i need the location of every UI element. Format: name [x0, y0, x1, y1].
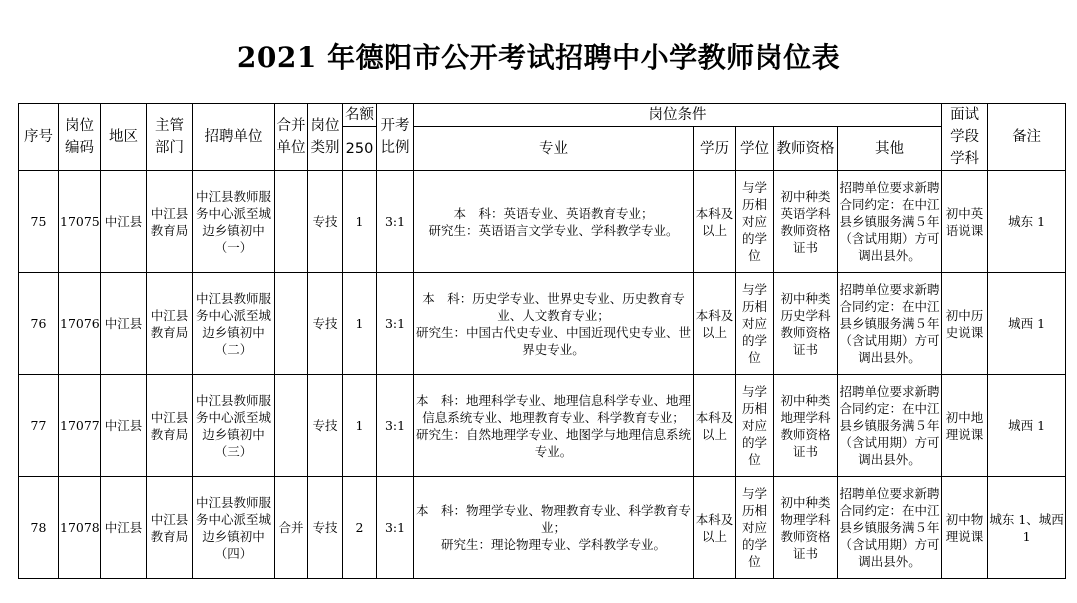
interview-text: 初中物理说课 [945, 511, 984, 544]
cell-code: 17078 [59, 477, 101, 579]
cell-type: 专技 [308, 477, 343, 579]
header-quota-total: 250 [343, 127, 377, 171]
cell-code: 17075 [59, 171, 101, 273]
cell-ratio: 3:1 [377, 375, 414, 477]
cell-unit [193, 375, 275, 477]
cell-type: 专技 [308, 375, 343, 477]
major-undergrad: 本 科：物理学专业、物理教育专业、科学教育专业； [415, 503, 691, 535]
cell-major [414, 273, 694, 375]
cell-interview [942, 171, 988, 273]
dept-text: 中江县教育局 [150, 409, 189, 442]
notes-text: 城东 1、城西 1 [989, 511, 1064, 544]
major-undergrad: 本 科：英语专业、英语教育专业； [453, 205, 654, 221]
cell-dept [147, 477, 193, 579]
cell-cert [774, 375, 838, 477]
cell-code: 17077 [59, 375, 101, 477]
table-row [19, 273, 1066, 375]
degree-text: 与学历相对应的学位 [741, 180, 767, 263]
cell-unit [193, 477, 275, 579]
degree-text: 与学历相对应的学位 [741, 384, 767, 467]
education-text: 本科及以上 [695, 409, 734, 442]
header-notes: 备注 [988, 104, 1066, 171]
cell-unit [193, 171, 275, 273]
header-conditions: 岗位条件 [414, 104, 942, 127]
cell-interview [942, 273, 988, 375]
unit-text: 中江县教师服务中心派至城边乡镇初中（四） [195, 494, 271, 561]
cell-notes [988, 477, 1066, 579]
header-other: 其他 [838, 127, 942, 171]
header-post-code: 岗位编码 [59, 104, 101, 171]
cell-education [694, 171, 736, 273]
cell-dept [147, 273, 193, 375]
major-grad: 研究生：自然地理学专业、地图学与地理信息系统专业。 [415, 426, 691, 459]
cell-seq: 75 [19, 171, 59, 273]
cell-dept [147, 171, 193, 273]
cell-degree [736, 273, 774, 375]
unit-text: 中江县教师服务中心派至城边乡镇初中（一） [195, 188, 271, 255]
cell-major [414, 477, 694, 579]
cell-cert [774, 273, 838, 375]
table-row [19, 477, 1066, 579]
notes-text: 城西 1 [1008, 316, 1046, 331]
cell-other [838, 273, 942, 375]
cell-interview [942, 477, 988, 579]
cell-ratio: 3:1 [377, 477, 414, 579]
cell-merge [275, 171, 308, 273]
cert-text: 初中种类英语学科教师资格证书 [780, 188, 831, 255]
cell-major [414, 375, 694, 477]
cell-quota: 1 [343, 171, 377, 273]
header-major: 专业 [414, 127, 694, 171]
cell-seq: 76 [19, 273, 59, 375]
cell-unit [193, 273, 275, 375]
cell-merge: 合并 [275, 477, 308, 579]
cell-degree [736, 375, 774, 477]
header-degree: 学位 [736, 127, 774, 171]
other-text: 招聘单位要求新聘合同约定：在中江县乡镇服务满５年（含试用期）方可调出县外。 [839, 486, 940, 569]
degree-text: 与学历相对应的学位 [741, 282, 767, 365]
dept-text: 中江县教育局 [150, 307, 189, 340]
header-post-type: 岗位类别 [308, 104, 343, 171]
header-merge-unit: 合并单位 [275, 104, 308, 171]
cell-ratio: 3:1 [377, 273, 414, 375]
cell-notes [988, 273, 1066, 375]
recruitment-table [18, 103, 1066, 579]
interview-text: 初中地理说课 [945, 409, 984, 442]
cell-other [838, 171, 942, 273]
header-seq: 序号 [19, 104, 59, 171]
cell-education [694, 273, 736, 375]
header-ratio: 开考比例 [377, 104, 414, 171]
cell-type: 专技 [308, 273, 343, 375]
cell-quota: 1 [343, 375, 377, 477]
other-text: 招聘单位要求新聘合同约定：在中江县乡镇服务满５年（含试用期）方可调出县外。 [839, 384, 940, 467]
table-body [19, 171, 1066, 579]
cell-seq: 77 [19, 375, 59, 477]
other-text: 招聘单位要求新聘合同约定：在中江县乡镇服务满５年（含试用期）方可调出县外。 [839, 282, 940, 365]
education-text: 本科及以上 [695, 307, 734, 340]
interview-text: 初中历史说课 [945, 307, 984, 340]
education-text: 本科及以上 [695, 511, 734, 544]
cell-region: 中江县 [101, 375, 147, 477]
cell-quota: 2 [343, 477, 377, 579]
cell-education [694, 375, 736, 477]
cell-dept [147, 375, 193, 477]
notes-text: 城东 1 [1008, 214, 1046, 229]
cell-merge [275, 375, 308, 477]
cell-region: 中江县 [101, 171, 147, 273]
cell-seq: 78 [19, 477, 59, 579]
header-education: 学历 [694, 127, 736, 171]
cell-region: 中江县 [101, 477, 147, 579]
dept-text: 中江县教育局 [150, 205, 189, 238]
cell-other [838, 477, 942, 579]
unit-text: 中江县教师服务中心派至城边乡镇初中（二） [195, 290, 271, 357]
major-undergrad: 本 科：历史学专业、世界史专业、历史教育专业、人文教育专业； [422, 290, 685, 323]
cell-other [838, 375, 942, 477]
cell-cert [774, 171, 838, 273]
table-row [19, 171, 1066, 273]
education-text: 本科及以上 [695, 205, 734, 238]
cell-education [694, 477, 736, 579]
other-text: 招聘单位要求新聘合同约定：在中江县乡镇服务满５年（含试用期）方可调出县外。 [839, 180, 940, 263]
cert-text: 初中种类物理学科教师资格证书 [780, 494, 831, 561]
interview-text: 初中英语说课 [945, 205, 984, 238]
cell-region: 中江县 [101, 273, 147, 375]
header-quota-label: 名额 [343, 104, 377, 127]
header-teacher-cert: 教师资格 [774, 127, 838, 171]
header-dept: 主管部门 [147, 104, 193, 171]
cell-interview [942, 375, 988, 477]
table-row [19, 375, 1066, 477]
cell-ratio: 3:1 [377, 171, 414, 273]
page-title: 2021 年德阳市公开考试招聘中小学教师岗位表 [236, 41, 841, 74]
cell-merge [275, 273, 308, 375]
major-grad: 研究生：中国古代史专业、中国近现代史专业、世界史专业。 [415, 324, 691, 357]
notes-text: 城西 1 [1008, 418, 1046, 433]
header-unit: 招聘单位 [193, 104, 275, 171]
cell-notes [988, 171, 1066, 273]
cell-degree [736, 477, 774, 579]
cell-code: 17076 [59, 273, 101, 375]
major-grad: 研究生：理论物理专业、学科教学专业。 [440, 537, 666, 552]
cell-major [414, 171, 694, 273]
header-interview-subject: 面试学段学科 [942, 104, 988, 171]
cell-quota: 1 [343, 273, 377, 375]
cert-text: 初中种类地理学科教师资格证书 [780, 392, 831, 459]
unit-text: 中江县教师服务中心派至城边乡镇初中（三） [195, 392, 271, 459]
dept-text: 中江县教育局 [150, 511, 189, 544]
cell-type: 专技 [308, 171, 343, 273]
cert-text: 初中种类历史学科教师资格证书 [780, 290, 831, 357]
cell-cert [774, 477, 838, 579]
major-grad: 研究生：英语语言文学专业、学科教学专业。 [428, 222, 679, 238]
cell-notes [988, 375, 1066, 477]
major-undergrad: 本 科：地理科学专业、地理信息科学专业、地理信息系统专业、地理教育专业、科学教育专业； [415, 392, 691, 425]
degree-text: 与学历相对应的学位 [741, 486, 767, 569]
header-region: 地区 [101, 104, 147, 171]
cell-degree [736, 171, 774, 273]
table-header [19, 104, 1066, 171]
